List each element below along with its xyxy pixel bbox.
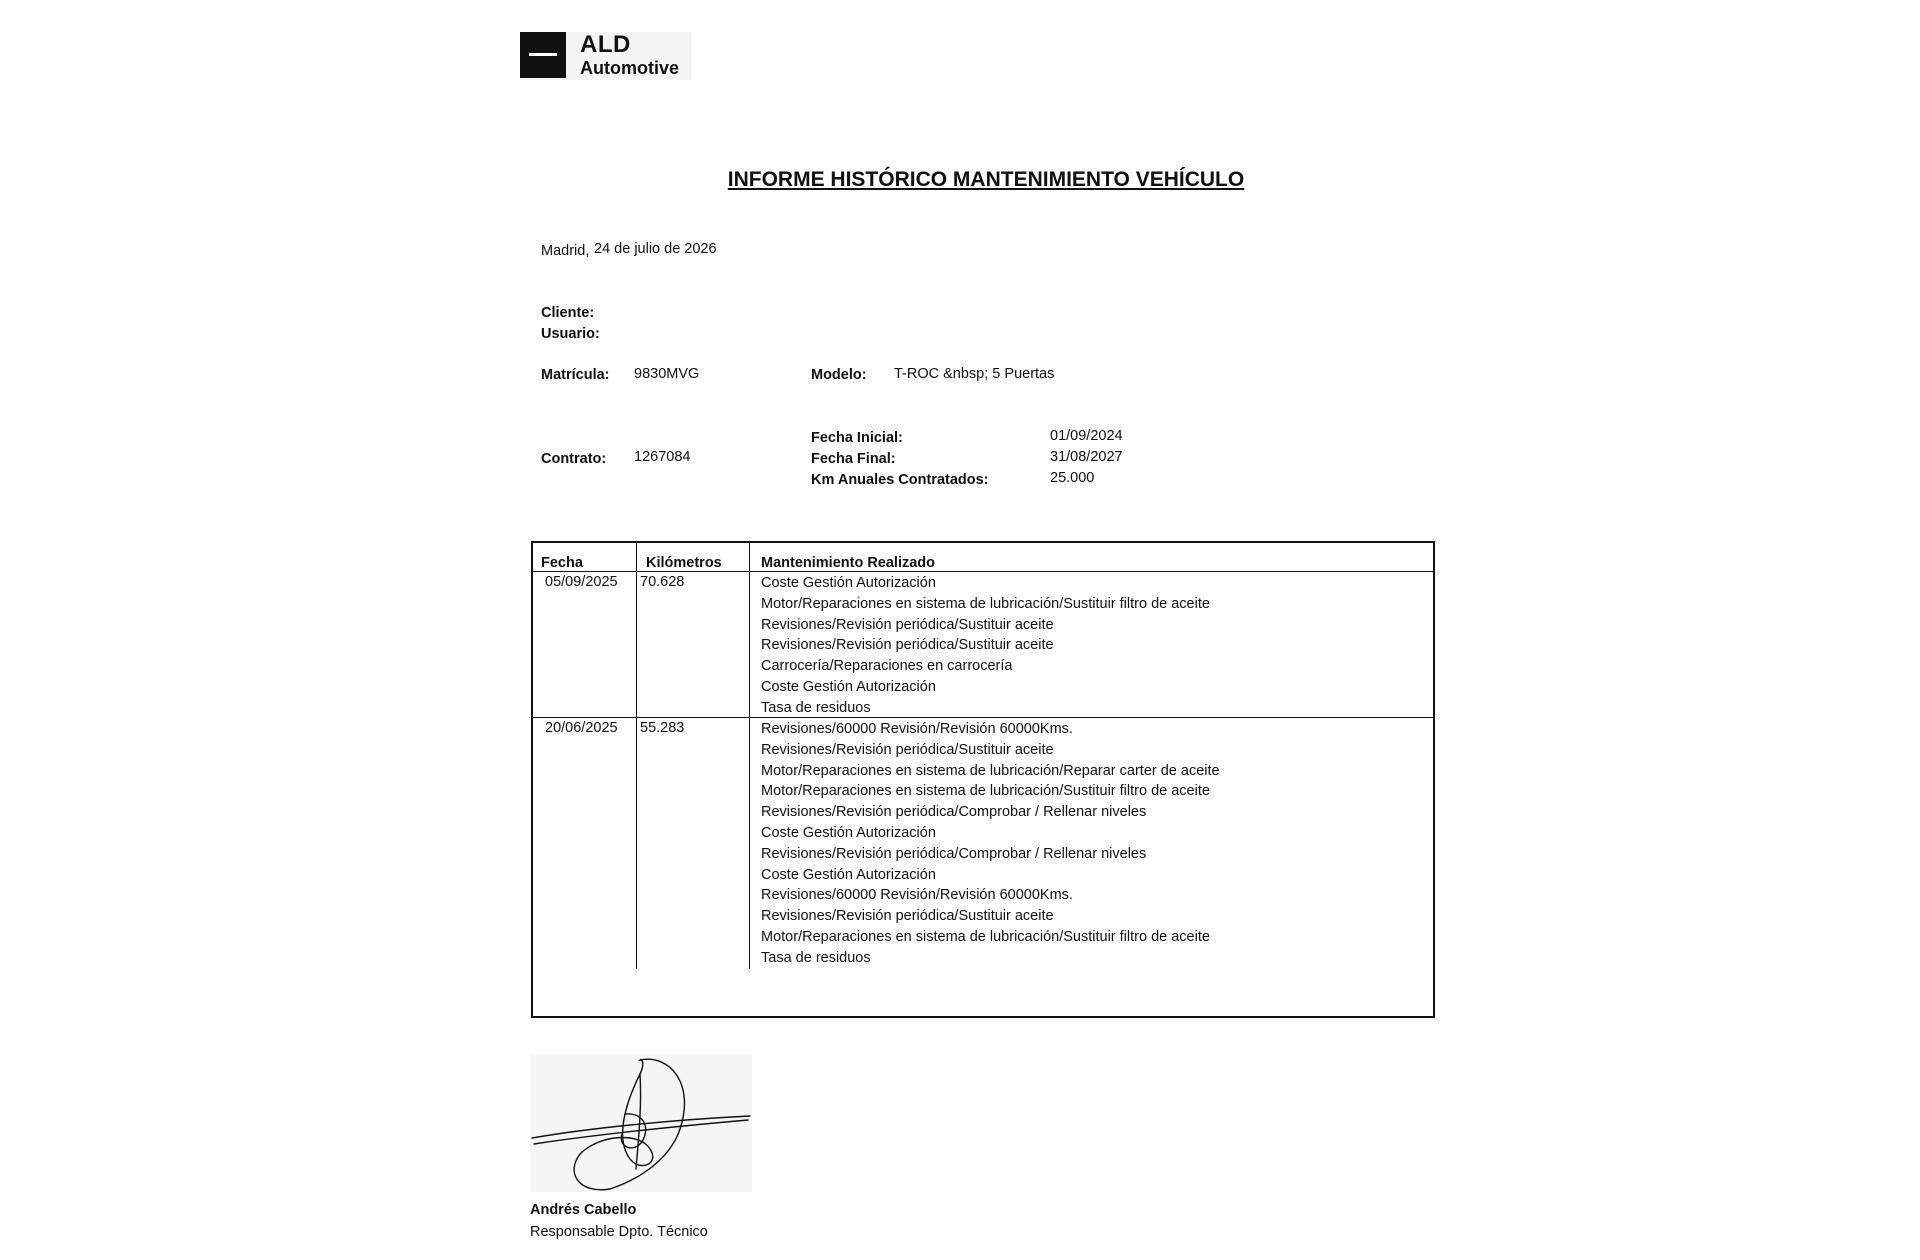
list-item: Motor/Reparaciones en sistema de lubricación/Reparar carter de aceite bbox=[761, 762, 1220, 779]
row-km: 55.283 bbox=[640, 720, 685, 736]
signer-role: Responsable Dpto. Técnico bbox=[530, 1224, 708, 1240]
modelo-value: T-ROC &nbsp; 5 Puertas bbox=[894, 366, 1055, 382]
list-item: Coste Gestión Autorización bbox=[761, 824, 936, 841]
list-item: Revisiones/60000 Revisión/Revisión 60000Kms. bbox=[761, 887, 1073, 904]
header-divider bbox=[533, 571, 1433, 572]
column-divider bbox=[636, 543, 637, 969]
report-date: 24 de julio de 2026 bbox=[594, 241, 717, 257]
modelo-label: Modelo: bbox=[811, 367, 867, 383]
header-mantenimiento: Mantenimiento Realizado bbox=[761, 555, 936, 571]
list-item: Revisiones/Revisión periódica/Comprobar / Rellenar niveles bbox=[761, 804, 1147, 821]
list-item: Coste Gestión Autorización bbox=[761, 866, 936, 883]
fecha-final-value: 31/08/2027 bbox=[1050, 449, 1123, 465]
list-item: Revisiones/Revisión periódica/Comprobar / Rellenar niveles bbox=[761, 845, 1147, 862]
column-divider bbox=[749, 543, 750, 969]
row-items-list bbox=[761, 719, 1220, 969]
row-km: 70.628 bbox=[640, 574, 685, 590]
list-item: Revisiones/Revisión periódica/Sustituir aceite bbox=[761, 616, 1054, 633]
logo-subtitle: Automotive bbox=[580, 58, 679, 78]
km-anuales-value: 25.000 bbox=[1050, 470, 1095, 486]
header-kilometros: Kilómetros bbox=[646, 555, 722, 571]
list-item: Motor/Reparaciones en sistema de lubricación/Sustituir filtro de aceite bbox=[761, 783, 1210, 800]
signer-name: Andrés Cabello bbox=[530, 1202, 637, 1218]
contrato-value: 1267084 bbox=[634, 449, 691, 465]
row-fecha: 20/06/2025 bbox=[545, 720, 618, 736]
report-title: INFORME HISTÓRICO MANTENIMIENTO VEHÍCULO bbox=[727, 168, 1245, 191]
list-item: Motor/Reparaciones en sistema de lubricación/Sustituir filtro de aceite bbox=[761, 928, 1210, 945]
row-fecha: 05/09/2025 bbox=[545, 574, 618, 590]
signature-scribble-icon bbox=[530, 1054, 752, 1192]
company-logo bbox=[520, 32, 692, 80]
header-fecha: Fecha bbox=[541, 555, 583, 571]
list-item: Revisiones/Revisión periódica/Sustituir aceite bbox=[761, 908, 1054, 925]
logo-brand: ALD bbox=[580, 31, 631, 58]
km-anuales-label: Km Anuales Contratados: bbox=[811, 472, 989, 488]
list-item: Revisiones/Revisión periódica/Sustituir aceite bbox=[761, 637, 1054, 654]
list-item: Revisiones/60000 Revisión/Revisión 60000Kms. bbox=[761, 721, 1073, 737]
list-item: Coste Gestión Autorización bbox=[761, 678, 936, 695]
logo-mark-icon bbox=[520, 32, 566, 78]
list-item: Coste Gestión Autorización bbox=[761, 575, 936, 591]
matricula-value: 9830MVG bbox=[634, 366, 700, 382]
place-label: Madrid, bbox=[541, 243, 590, 259]
list-item: Motor/Reparaciones en sistema de lubricación/Sustituir filtro de aceite bbox=[761, 595, 1210, 612]
maintenance-table bbox=[531, 541, 1435, 1018]
usuario-label: Usuario: bbox=[541, 326, 600, 342]
matricula-label: Matrícula: bbox=[541, 367, 610, 383]
fecha-inicial-value: 01/09/2024 bbox=[1050, 428, 1123, 444]
signature-image bbox=[530, 1054, 752, 1192]
list-item: Carrocería/Reparaciones en carrocería bbox=[761, 658, 1013, 675]
cliente-label: Cliente: bbox=[541, 305, 595, 321]
row-items-list bbox=[761, 573, 1210, 719]
list-item: Revisiones/Revisión periódica/Sustituir aceite bbox=[761, 741, 1054, 758]
contrato-label: Contrato: bbox=[541, 451, 607, 467]
list-item: Tasa de residuos bbox=[761, 699, 871, 716]
fecha-final-label: Fecha Final: bbox=[811, 451, 896, 467]
fecha-inicial-label: Fecha Inicial: bbox=[811, 430, 903, 446]
list-item: Tasa de residuos bbox=[761, 949, 871, 966]
